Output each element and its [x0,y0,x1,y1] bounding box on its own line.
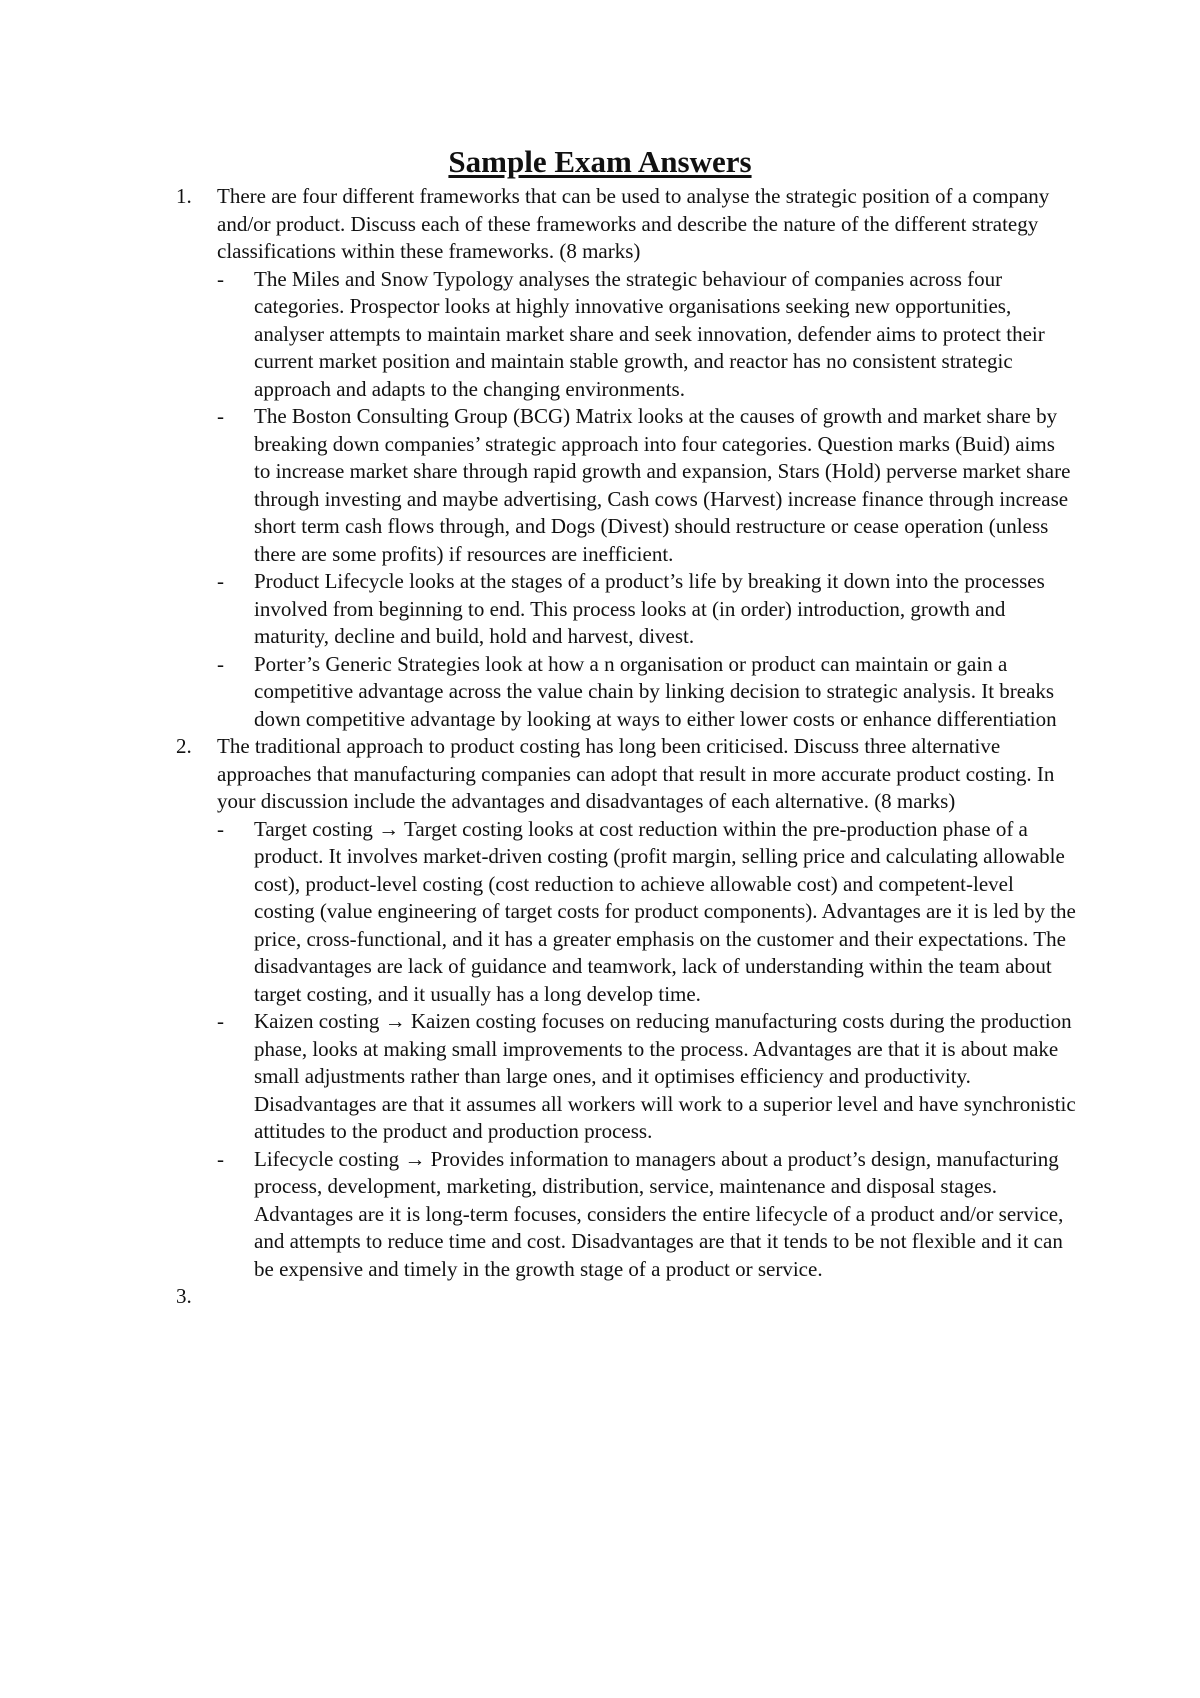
answer-text: Kaizen costing → Kaizen costing focuses on reducing manufacturing costs during the production phase, looks at making small improvements to the process. Advantages are that it is about make small adjustments rather than large ones, and it optimises efficiency and productivity. Disadvantages are that it assumes all workers will work to a superior level and have synchronistic attitudes to the product and production process. [254,1009,1076,1143]
dash-bullet: - [217,651,224,676]
dash-bullet: - [217,1009,224,1033]
answer-item [217,403,1076,568]
question-number: 3. [176,1284,192,1308]
dash-bullet: - [217,816,224,841]
answer-item [217,568,1076,651]
answer-list [217,816,1076,1284]
question-number: 2. [176,734,192,758]
dash-bullet: - [217,569,224,593]
question-list [176,183,1076,1311]
answer-item [217,651,1076,734]
question-1 [176,183,1076,733]
answer-text: The Miles and Snow Typology analyses the strategic behaviour of companies across four categories. Prospector looks at highly innovative organisations seeking new opportunities, analyser attempts to maintain market share and seek innovation, defender aims to protect their current market position and maintain stable growth, and reactor has no consistent strategic approach and adapts to the changing environments. [254,266,1045,401]
question-text [217,1283,1076,1311]
answer-item [217,816,1076,1009]
question-3 [176,1283,1076,1311]
answer-text: Lifecycle costing → Provides information to managers about a product’s design, manufacturing process, development, marketing, distribution, service, maintenance and disposal stages. Advantages are it is long-term focuses, considers the entire lifecycle of a product and/or service, and attempts to reduce time and cost. Disadvantages are that it tends to be not flexible and it can be expensive and timely in the growth stage of a product or service. [254,1146,1064,1281]
answer-item [217,1146,1076,1284]
dash-bullet: - [217,266,224,291]
answer-text: Porter’s Generic Strategies look at how a n organisation or product can maintain or gain a competitive advantage across the value chain by linking decision to strategic analysis. It breaks down competitive advantage by looking at ways to either lower costs or enhance differentiation [254,651,1057,731]
answer-text: Product Lifecycle looks at the stages of a product’s life by breaking it down into the processes involved from beginning to end. This process looks at (in order) introduction, growth and maturity, decline and build, hold and harvest, divest. [254,569,1045,648]
answer-list [217,266,1076,734]
answer-text: The Boston Consulting Group (BCG) Matrix looks at the causes of growth and market share by breaking down companies’ strategic approach into four categories. Question marks (Buid) aims to increase market share through rapid growth and expansion, Stars (Hold) perverse market share through investing and maybe advertising, Cash cows (Harvest) increase finance through increase short term cash flows through, and Dogs (Divest) should restructure or cease operation (unless there are some profits) if resources are inefficient. [254,404,1071,566]
question-text: There are four different frameworks that can be used to analyse the strategic position of a company and/or product. Discuss each of these frameworks and describe the nature of the different strategy classifications within these frameworks. (8 marks) [217,184,1050,263]
question-number: 1. [176,184,192,208]
dash-bullet: - [217,1146,224,1171]
page-title: Sample Exam Answers [448,144,752,179]
dash-bullet: - [217,404,224,428]
question-2 [176,733,1076,1283]
answer-item [217,266,1076,404]
question-text: The traditional approach to product costing has long been criticised. Discuss three alternative approaches that manufacturing companies can adopt that result in more accurate product costing. In your discussion include the advantages and disadvantages of each alternative. (8 marks) [217,734,1055,813]
answer-item [217,1008,1076,1146]
answer-text: Target costing → Target costing looks at cost reduction within the pre-production phase of a product. It involves market-driven costing (profit margin, selling price and calculating allowable cost), product-level costing (cost reduction to achieve allowable cost) and competent-level costing (value engineering of target costs for product components). Advantages are it is led by the price, cross-functional, and it has a greater emphasis on the customer and their expectations. The disadvantages are lack of guidance and teamwork, lack of understanding within the team about target costing, and it usually has a long develop time. [254,816,1076,1006]
